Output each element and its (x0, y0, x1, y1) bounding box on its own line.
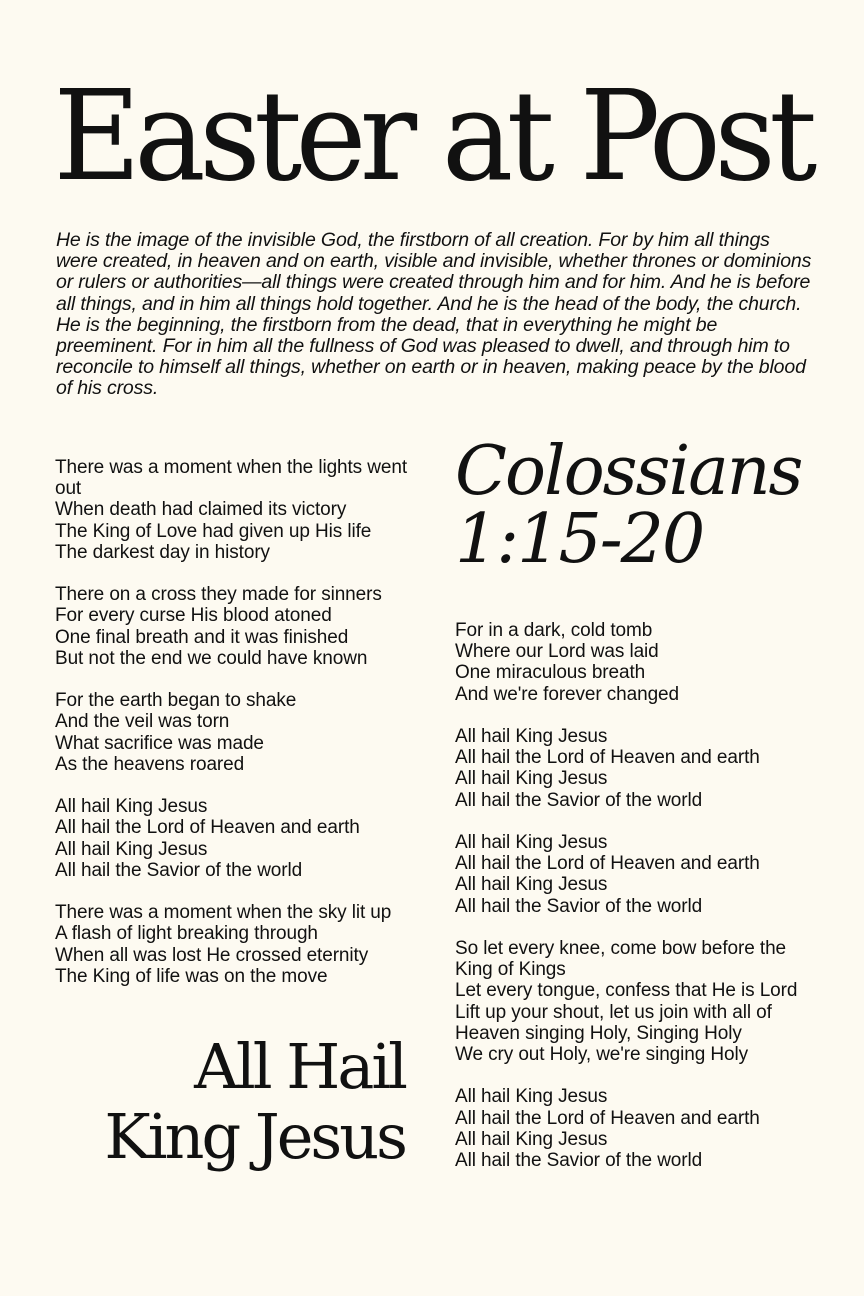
lyric-line: And the veil was torn (55, 711, 230, 733)
lyric-line: The King of life was on the move (55, 965, 328, 987)
lyric-line: Let every tongue, confess that He is Lord (455, 980, 798, 1002)
scripture-reference (455, 432, 802, 579)
lyric-line: King of Kings (455, 959, 566, 981)
page-title: Easter at Post (53, 64, 811, 209)
lyric-line: All hail King Jesus (455, 874, 608, 896)
lyric-stanza (55, 902, 435, 987)
lyric-line: All hail King Jesus (455, 1128, 608, 1150)
lyric-line: When all was lost He crossed eternity (55, 944, 369, 966)
lyric-line: So let every knee, come bow before the (455, 938, 787, 959)
lyric-line: When death had claimed its victory (55, 499, 347, 521)
lyric-line: All hail King Jesus (455, 768, 608, 790)
lyric-line: All hail the Lord of Heaven and earth (455, 747, 760, 769)
lyric-line: Where our Lord was laid (455, 641, 659, 663)
lyric-line: One miraculous breath (455, 662, 646, 684)
lyric-stanza (455, 1086, 815, 1171)
lyric-line: For every curse His blood atoned (55, 605, 332, 627)
lyric-stanza (455, 726, 815, 811)
lyric-line: All hail King Jesus (455, 1086, 608, 1108)
lyric-line: All hail King Jesus (455, 726, 608, 747)
song-title-line-2: King Jesus (104, 1100, 405, 1173)
lyric-stanza (455, 620, 815, 705)
lyric-line: But not the end we could have known (55, 647, 368, 669)
lyric-line: Heaven singing Holy, Singing Holy (455, 1022, 742, 1044)
lyric-line: The darkest day in history (55, 541, 270, 563)
lyric-line: All hail the Savior of the world (455, 789, 703, 811)
lyric-stanza (55, 457, 435, 563)
lyric-line: We cry out Holy, we're singing Holy (455, 1044, 748, 1066)
lyric-line: One final breath and it was finished (55, 626, 349, 648)
lyric-line: All hail the Lord of Heaven and earth (455, 853, 760, 875)
lyric-stanza (455, 938, 815, 1065)
lyric-line: All hail the Savior of the world (455, 1150, 703, 1172)
lyric-line: What sacrifice was made (55, 732, 264, 754)
lyric-line: All hail the Lord of Heaven and earth (55, 817, 360, 839)
lyric-line: There on a cross they made for sinners (55, 584, 382, 606)
lyric-line: Lift up your shout, let us join with all of (455, 1001, 772, 1023)
lyric-line: All hail the Lord of Heaven and earth (455, 1107, 760, 1129)
lyric-line: All hail the Savior of the world (455, 895, 703, 917)
lyric-line: As the heavens roared (55, 753, 245, 775)
lyrics-left-column (55, 457, 435, 1008)
scripture-passage: He is the image of the invisible God, the firstborn of all creation. For by him all things were created, in heaven and on earth, visible and invisible, whether thrones or dominions or rulers or authorities—all things were created through him and for him. And he is before all things, and in him all things hold together. And he is the head of the body, the church. He is the beginning, the firstborn from the dead, that in everything he might be preeminent. For in him all the fullness of God was pleased to dwell, and through him to reconcile to himself all things, whether on earth or in heaven, making peace by the blood of his cross. (56, 229, 812, 400)
lyric-line: And we're forever changed (455, 683, 679, 705)
lyric-line: A flash of light breaking through (55, 923, 318, 945)
lyrics-right-column (455, 620, 815, 1192)
lyric-line: All hail King Jesus (455, 832, 608, 853)
lyric-line: All hail King Jesus (55, 796, 208, 818)
lyric-line: For in a dark, cold tomb (455, 620, 653, 641)
song-title-line-1: All Hail (194, 1030, 405, 1103)
lyric-line: There was a moment when the sky lit up (55, 902, 392, 924)
lyric-line: For the earth began to shake (55, 690, 297, 712)
lyric-line: The King of Love had given up His life (55, 520, 372, 542)
lyric-stanza (55, 584, 435, 669)
lyric-stanza (455, 832, 815, 917)
lyric-line: All hail King Jesus (55, 838, 208, 860)
lyric-line: There was a moment when the lights went out (55, 457, 407, 500)
lyric-line: All hail the Savior of the world (55, 859, 303, 881)
reference-book: Colossians (455, 432, 802, 511)
lyric-stanza (55, 690, 435, 775)
lyric-stanza (55, 796, 435, 881)
song-title (60, 1032, 405, 1172)
reference-verses: 1:15-20 (455, 500, 704, 579)
